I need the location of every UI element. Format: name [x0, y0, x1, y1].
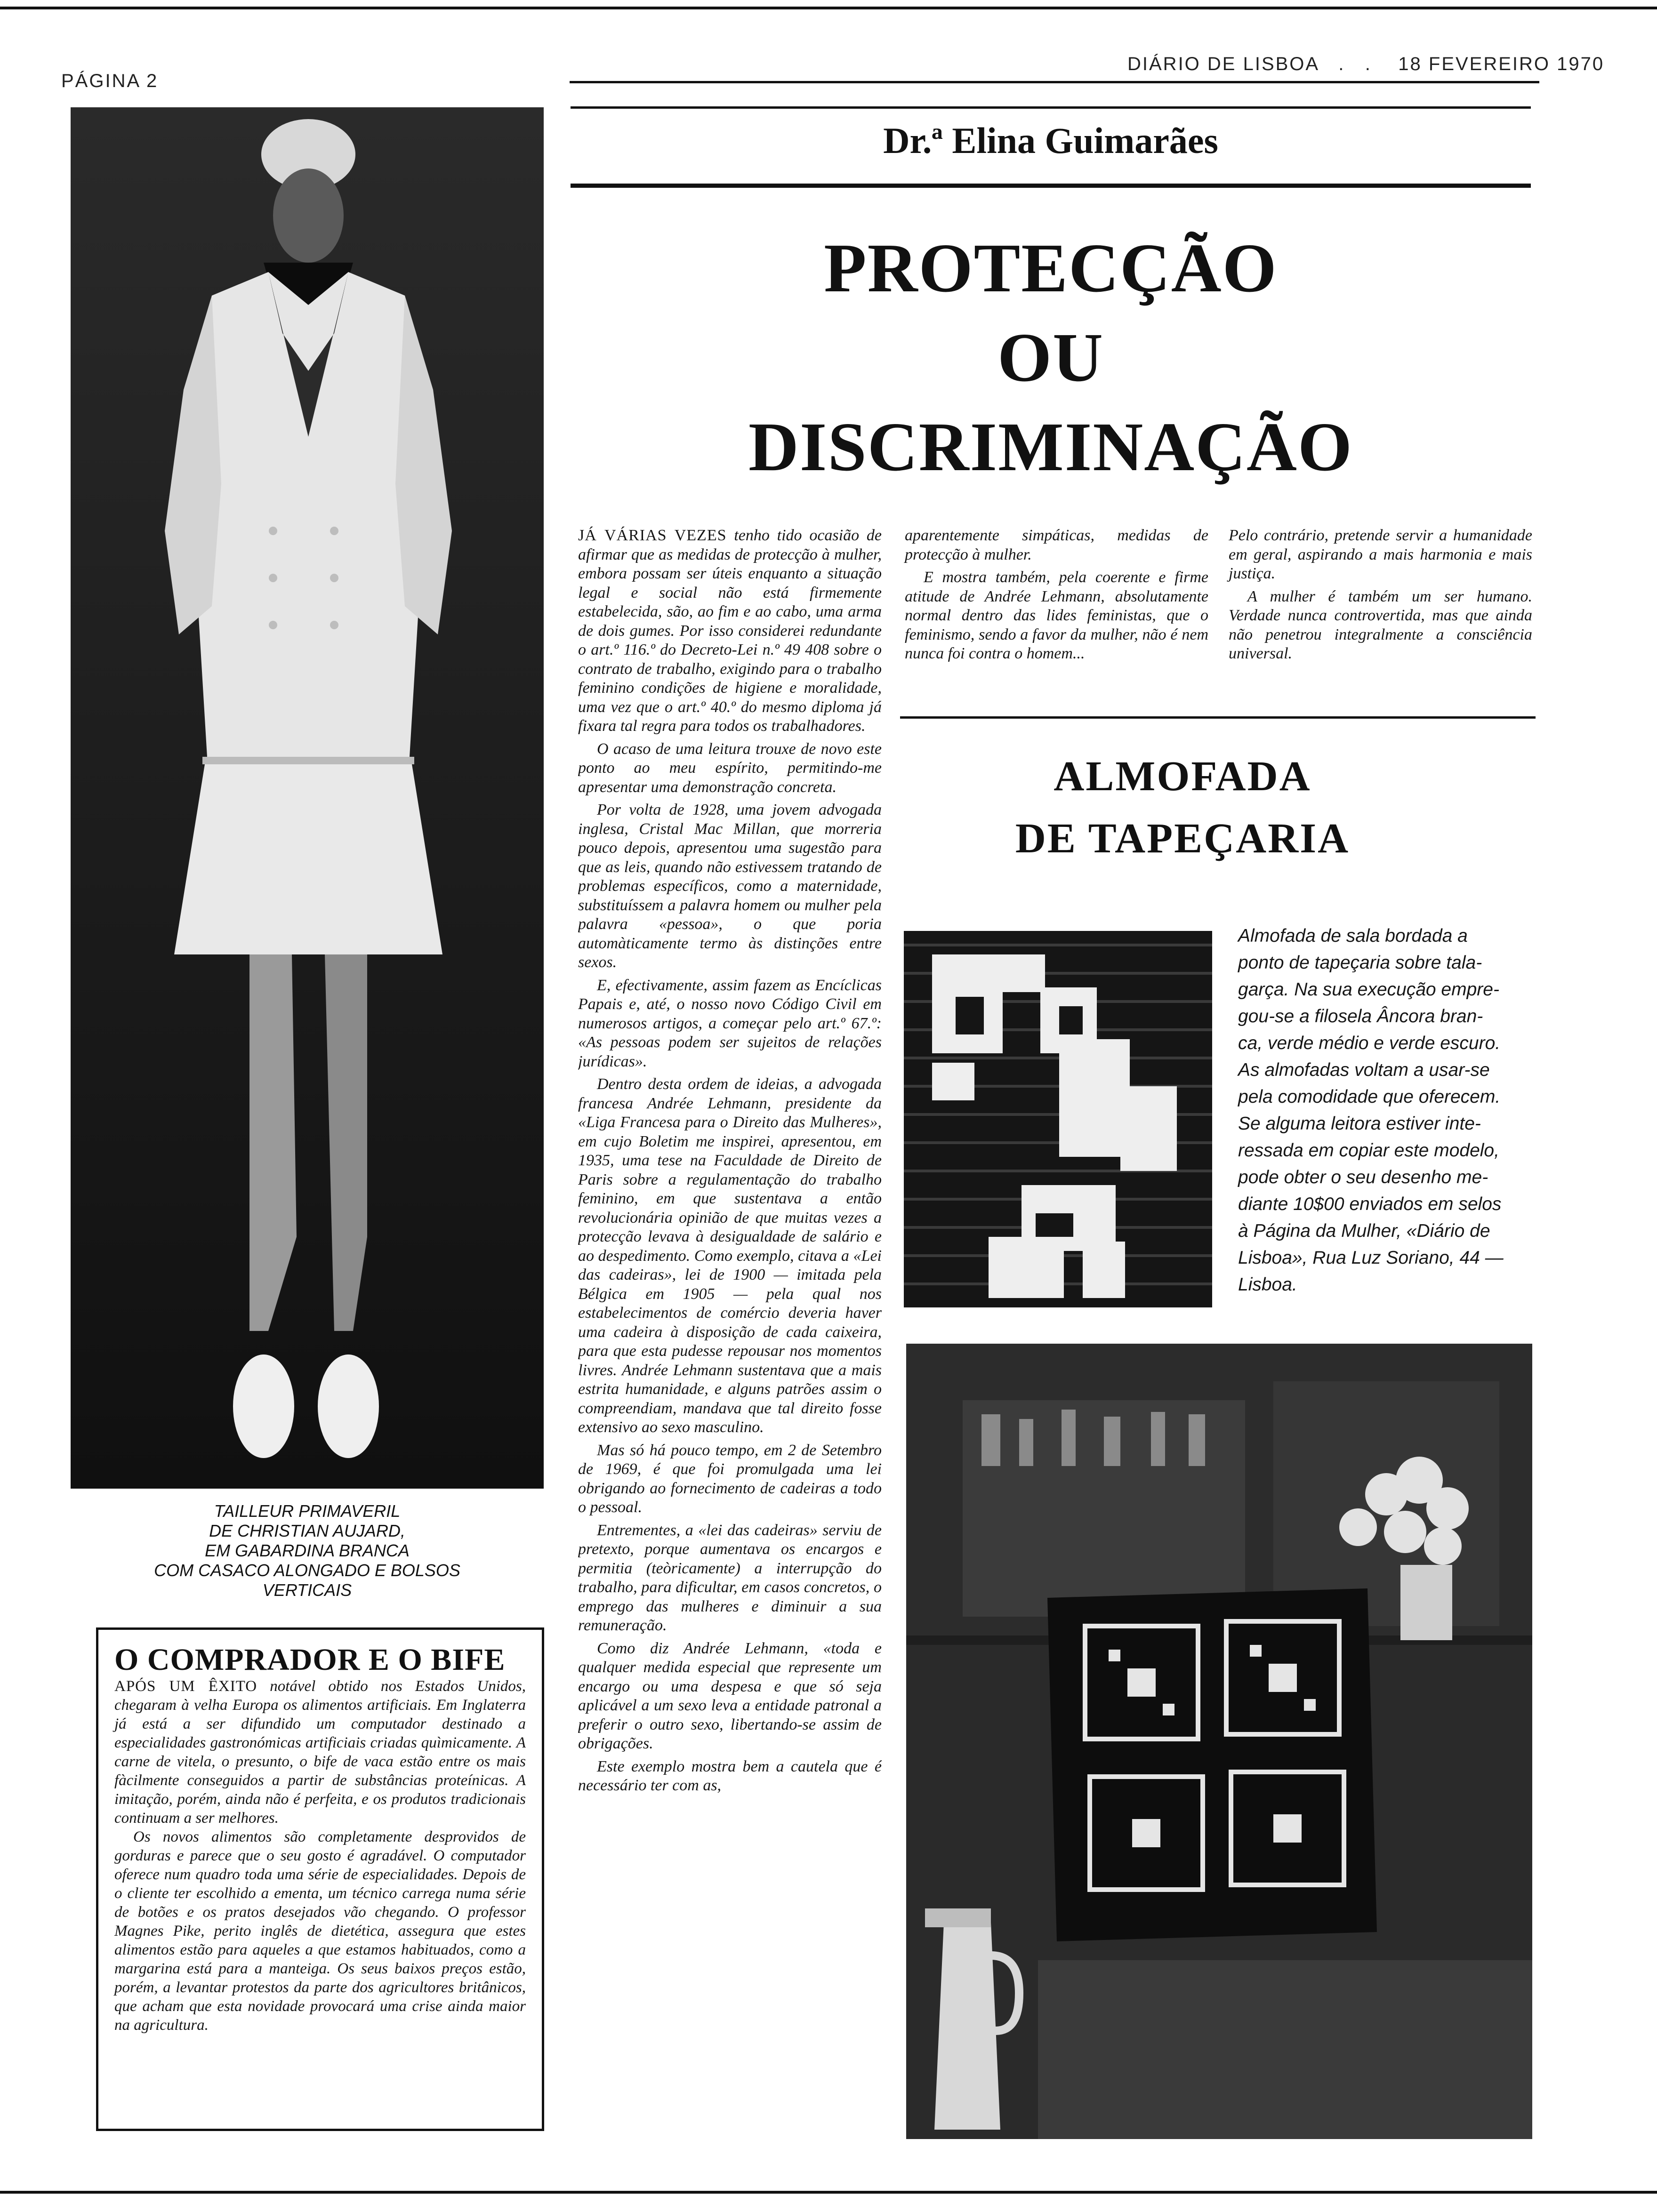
top-border [0, 7, 1657, 9]
craft-line: pela comodidade que oferecem. [1238, 1087, 1501, 1107]
article-paragraph: aparentemente simpáticas, medidas de protecção à mulher. [905, 527, 1208, 563]
newspaper-name: DIÁRIO DE LISBOA [1127, 54, 1319, 74]
caption-line: COM CASACO ALONGADO E BOLSOS [154, 1561, 460, 1580]
caption-line: DE CHRISTIAN AUJARD, [209, 1521, 405, 1540]
buyer-box-paragraph [114, 1677, 526, 1827]
craft-line: Almofada de sala bordada a [1238, 926, 1468, 946]
craft-line: à Página da Mulher, «Diário de [1238, 1221, 1490, 1241]
article-top-rule [571, 106, 1531, 109]
article-author-rule [571, 184, 1531, 188]
craft-line: ponto de tapeçaria sobre tala- [1238, 953, 1482, 973]
article-paragraph: O acaso de uma leitura trouxe de novo este ponto ao meu espírito, permitindo-me apresentar uma demonstração concreta. [578, 740, 882, 796]
article-column-3 [1229, 526, 1532, 667]
article-paragraph: Mas só há pouco tempo, em 2 de Setembro de 1969, é que foi promulgada uma lei obrigando ao fornecimento de cadeiras a todo o pessoal. [578, 1441, 882, 1516]
article-headline [571, 224, 1531, 492]
craft-line: Lisboa», Rua Luz Soriano, 44 — [1238, 1248, 1504, 1268]
craft-line: Lisboa. [1238, 1274, 1297, 1295]
article-paragraph-text: tenho tido ocasião de afirmar que as medidas de protecção à mulher, embora possam ser úteis enquanto a situação legal e social não está firmemente estabelecida, são, ao fim e ao cabo, uma arma de dois gumes. Por isso considerei redundante o art.º 116.º do Decreto-Lei n.º 49 408 sobre o contrato de trabalho, exigindo para o trabalho feminino condições de higiene e moralidade, uma vez que o art.º 40.º do mesmo diploma já fixara tal regra para todos os trabalhadores. [578, 527, 882, 735]
article-paragraph: E, efectivamente, assim fazem as Encíclicas Papais e, até, o nosso novo Código Civil em numerosos artigos, a começar pelo art.º 67.º: «As pessoas podem ser sujeitos de relações jurídicas». [578, 976, 882, 1070]
article-column-1 [578, 526, 882, 2140]
craft-description [1238, 922, 1544, 1298]
fashion-photo-image [71, 107, 544, 1489]
craft-line: diante 10$00 enviados em selos [1238, 1194, 1502, 1214]
buyer-box-lead: APÓS UM ÊXITO [114, 1678, 257, 1695]
headline-line: DISCRIMINAÇÃO [748, 409, 1353, 486]
tapestry-photo [904, 931, 1212, 1307]
craft-headline-line: DE TAPEÇARIA [1015, 815, 1350, 862]
bottom-border [0, 2191, 1657, 2194]
running-head-separator: . . [1325, 54, 1392, 74]
craft-line: garça. Na sua execução empre- [1238, 979, 1499, 1000]
headline-line: PROTECÇÃO [824, 230, 1278, 307]
caption-line: TAILLEUR PRIMAVERIL [214, 1501, 401, 1521]
caption-line: EM GABARDINA BRANCA [205, 1541, 410, 1560]
craft-line: ca, verde médio e verde escuro. [1238, 1033, 1501, 1053]
craft-headline [900, 745, 1465, 870]
craft-line: Se alguma leitora estiver inte- [1238, 1114, 1481, 1134]
craft-line: As almofadas voltam a usar-se [1238, 1060, 1490, 1080]
article-paragraph [578, 526, 882, 736]
buyer-box-paragraph-text: notável obtido nos Estados Unidos, chegaram à velha Europa os alimentos artificiais. Em Inglaterra já está a ser difundido um computador destinado a especialidades gastronómicas artificiais criadas quìmicamente. A carne de vitela, o presunto, o bife de vaca estão entre os mais fàcilmente conseguidos a partir de substâncias proteínicas. A imitação, porém, ainda não é perfeita, e os produtos tradicionais continuam a ser melhores. [114, 1678, 526, 1827]
buyer-box [96, 1627, 544, 2131]
issue-date: 18 FEVEREIRO 1970 [1398, 54, 1605, 74]
buyer-box-title: O COMPRADOR E O BIFE [114, 1643, 506, 1677]
craft-headline-line: ALMOFADA [1054, 753, 1311, 800]
article-paragraph: Este exemplo mostra bem a cautela que é necessário ter com as, [578, 1757, 882, 1794]
craft-line: ressada em copiar este modelo, [1238, 1140, 1499, 1161]
article-paragraph: E mostra também, pela coerente e firme atitude de Andrée Lehmann, absolutamente normal dentro das lides feministas, que o feminismo, sendo a favor da mulher, não é nem nunca foi contra o homem... [905, 569, 1208, 662]
craft-rule [900, 716, 1536, 719]
header-rule [570, 81, 1539, 83]
article-author: Dr.ª Elina Guimarães [883, 120, 1218, 161]
article-paragraph: Entrementes, a «lei das cadeiras» serviu de pretexto, porque aumentava os encargos e permitia (teòricamente) a interrupção do trabalho, para dificultar, em casos concretos, o emprego das mulheres e diminuir a sua remuneração. [578, 1521, 882, 1634]
page-label: PÁGINA 2 [61, 71, 159, 91]
cushion-photo [906, 1344, 1532, 2139]
cushion-photo-image [906, 1344, 1532, 2139]
article-paragraph: Por volta de 1928, uma jovem advogada inglesa, Cristal Mac Millan, que morreria pouco depois, apresentou uma sugestão para que as leis, quando não estivessem tratando de problemas específicos, como a maternidade, substituíssem a palavra homem ou mulher pela palavra «pessoa», o que poria automàticamente termo às distinções entre sexos. [578, 801, 882, 971]
fashion-photo [71, 107, 544, 1489]
fashion-caption [71, 1501, 544, 1600]
article-paragraph: A mulher é também um ser humano. Verdade nunca controvertida, mas que ainda não penetrou integralmente a consciência universal. [1229, 587, 1532, 662]
craft-line: gou-se a filosela Âncora bran- [1238, 1006, 1483, 1026]
buyer-box-paragraph: Os novos alimentos são completamente desprovidos de gorduras e parece que o seu gosto é agradável. O computador oferece num quadro toda uma série de especialidades. Depois de o cliente ter escolhido a ementa, um técnico carrega numa série de botões e os pratos desejados vão chegando. O professor Magnes Pike, perito inglês de dietética, assegura que estes alimentos estão para aqueles a que estamos habituados, como a margarina está para a manteiga. Os seus baixos preços estão, porém, a levantar protestos da parte dos agricultores britânicos, que acham que esta novidade provocará uma crise ainda maior na agricultura. [114, 1828, 526, 2034]
caption-line: VERTICAIS [262, 1580, 352, 1600]
article-paragraph: Pelo contrário, pretende servir a humanidade em geral, aspirando a mais harmonia e mais justiça. [1229, 527, 1532, 582]
article-lead: JÁ VÁRIAS VEZES [578, 527, 727, 544]
headline-line: OU [997, 319, 1104, 396]
buyer-box-text [114, 1677, 526, 2035]
running-head [1127, 54, 1604, 75]
article-paragraph: Dentro desta ordem de ideias, a advogada francesa Andrée Lehmann, presidente da «Liga Francesa para o Direito das Mulheres», em cujo Boletim me inspirei, apresentou, em 1935, uma tese na Faculdade de Direito de Paris sobre a regulamentação do trabalho feminino, em que sustentava a então revolucionária opinião de que muitas vezes a protecção levava à desigualdade de salário e ao despedimento. Como exemplo, citava a «Lei das cadeiras», lei de 1900 — imitada pela Bélgica em 1905 — pela qual nos estabelecimentos de comércio deveria haver uma cadeira à disposição de cada caixeira, para que esta pudesse repousar nos momentos livres. Andrée Lehmann sustentava que a mais estrita humanidade, e alguns patrões assim o compreendiam, mandava que tal direito fosse extensivo ao sexo masculino. [578, 1075, 882, 1436]
craft-line: pode obter o seu desenho me- [1238, 1167, 1488, 1187]
article-column-2 [905, 526, 1208, 667]
article-paragraph: Como diz Andrée Lehmann, «toda e qualquer medida especial que represente um encargo ou uma despesa e que só seja aplicável a um sexo leva a entidade patronal a preferir o outro sexo, libertando-se assim de obrigações. [578, 1639, 882, 1752]
tapestry-photo-image [904, 931, 1212, 1307]
